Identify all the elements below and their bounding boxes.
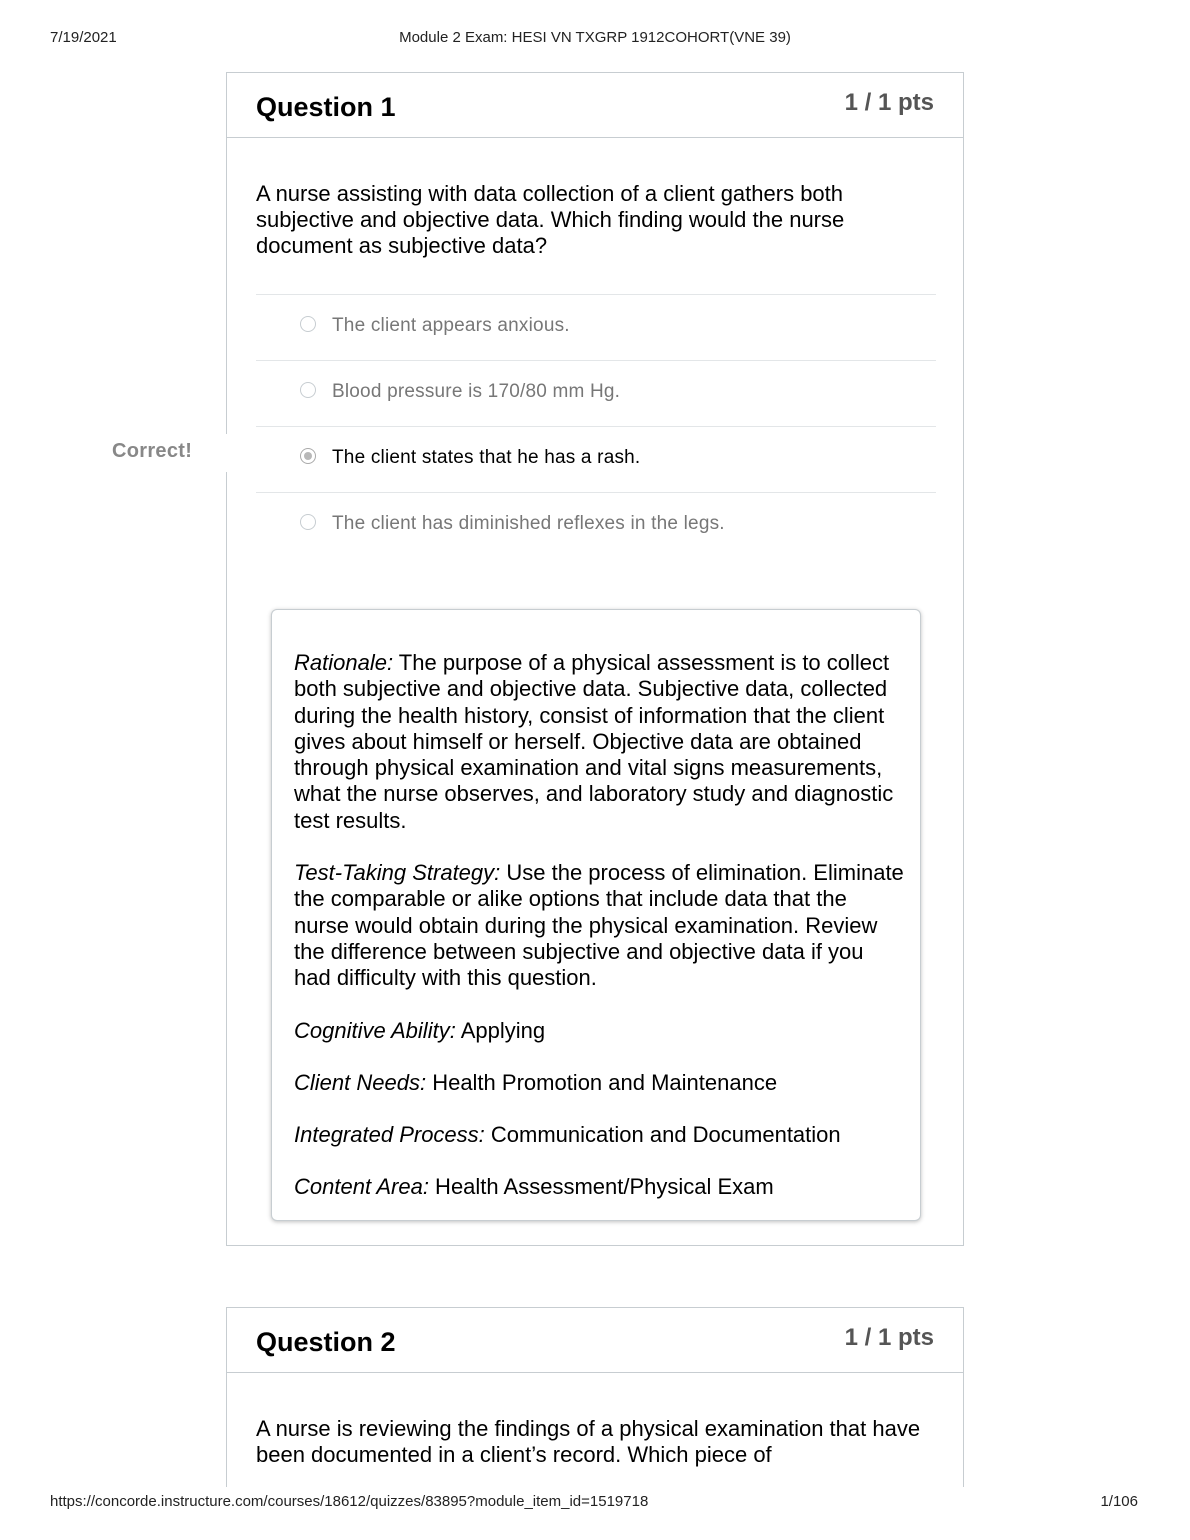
strategy-text: Use the process of elimination. Eliminate the comparable or alike options that include data that the nurse would obtain during the physical examination. Review the difference between subjective and objective data if you had difficulty with this question. bbox=[294, 860, 904, 991]
strategy-label: Test-Taking Strategy: bbox=[294, 860, 501, 886]
radio-button[interactable] bbox=[300, 382, 316, 398]
question-1-header bbox=[227, 73, 963, 138]
correct-answer-tag: Correct! bbox=[112, 440, 193, 462]
question-2-card bbox=[226, 1307, 964, 1487]
rationale-label: Rationale: bbox=[294, 650, 394, 675]
radio-button-selected[interactable] bbox=[300, 448, 316, 464]
rationale-paragraph bbox=[294, 650, 904, 834]
question-2-header bbox=[227, 1308, 963, 1373]
needs-paragraph bbox=[294, 1070, 904, 1096]
needs-text: Health Promotion and Maintenance bbox=[426, 1069, 778, 1095]
cognitive-text: Applying bbox=[455, 1017, 546, 1043]
question-1-answers bbox=[256, 294, 936, 558]
page-title: Module 2 Exam: HESI VN TXGRP 1912COHORT(VNE 39) bbox=[399, 29, 791, 46]
content-paragraph bbox=[294, 1174, 904, 1200]
content-label: Content Area: bbox=[294, 1174, 429, 1200]
process-text: Communication and Documentation bbox=[484, 1122, 841, 1148]
radio-button[interactable] bbox=[300, 316, 316, 332]
process-label: Integrated Process: bbox=[294, 1122, 485, 1148]
answer-option[interactable] bbox=[256, 294, 936, 360]
cognitive-paragraph bbox=[294, 1018, 904, 1044]
question-1-title: Question 1 bbox=[256, 92, 396, 122]
radio-button[interactable] bbox=[300, 514, 316, 530]
question-2-title: Question 2 bbox=[256, 1327, 396, 1357]
content-text: Health Assessment/Physical Exam bbox=[428, 1174, 774, 1200]
answer-option-selected[interactable] bbox=[256, 426, 936, 492]
question-1-card bbox=[226, 72, 964, 1246]
needs-label: Client Needs: bbox=[294, 1069, 427, 1095]
question-1-points: 1 / 1 pts bbox=[844, 89, 934, 116]
correct-indicator-notch bbox=[222, 434, 232, 472]
question-2-text: A nurse is reviewing the findings of a physical examination that have been documented in a client’s record. Which piece of bbox=[256, 1416, 921, 1467]
print-date: 7/19/2021 bbox=[50, 29, 117, 46]
answer-option[interactable] bbox=[256, 492, 936, 558]
answer-option[interactable] bbox=[256, 360, 936, 426]
answer-label: The client has diminished reflexes in the legs. bbox=[332, 513, 725, 534]
answer-label: Blood pressure is 170/80 mm Hg. bbox=[332, 381, 621, 402]
page-number: 1/106 bbox=[1100, 1493, 1138, 1510]
rationale-box bbox=[271, 609, 921, 1221]
answer-label: The client appears anxious. bbox=[332, 315, 570, 336]
cognitive-label: Cognitive Ability: bbox=[294, 1017, 456, 1043]
rationale-content bbox=[294, 650, 904, 1227]
answer-label: The client states that he has a rash. bbox=[332, 447, 641, 468]
question-1-text: A nurse assisting with data collection of a client gathers both subjective and objective data. Which finding would the nurse document as subjective data? bbox=[256, 181, 845, 258]
strategy-paragraph bbox=[294, 860, 904, 991]
rationale-text: The purpose of a physical assessment is to collect both subjective and objective data. Subjective data, collected during the health history, consist of information that the client gives about himself or herself. Objective data are obtained through physical examination and vital signs measurements, what the nurse observes, and laboratory study and diagnostic test results. bbox=[294, 650, 894, 833]
page-url: https://concorde.instructure.com/courses/18612/quizzes/83895?module_item_id=1519718 bbox=[50, 1493, 649, 1510]
question-2-points: 1 / 1 pts bbox=[844, 1324, 934, 1351]
process-paragraph bbox=[294, 1122, 904, 1148]
